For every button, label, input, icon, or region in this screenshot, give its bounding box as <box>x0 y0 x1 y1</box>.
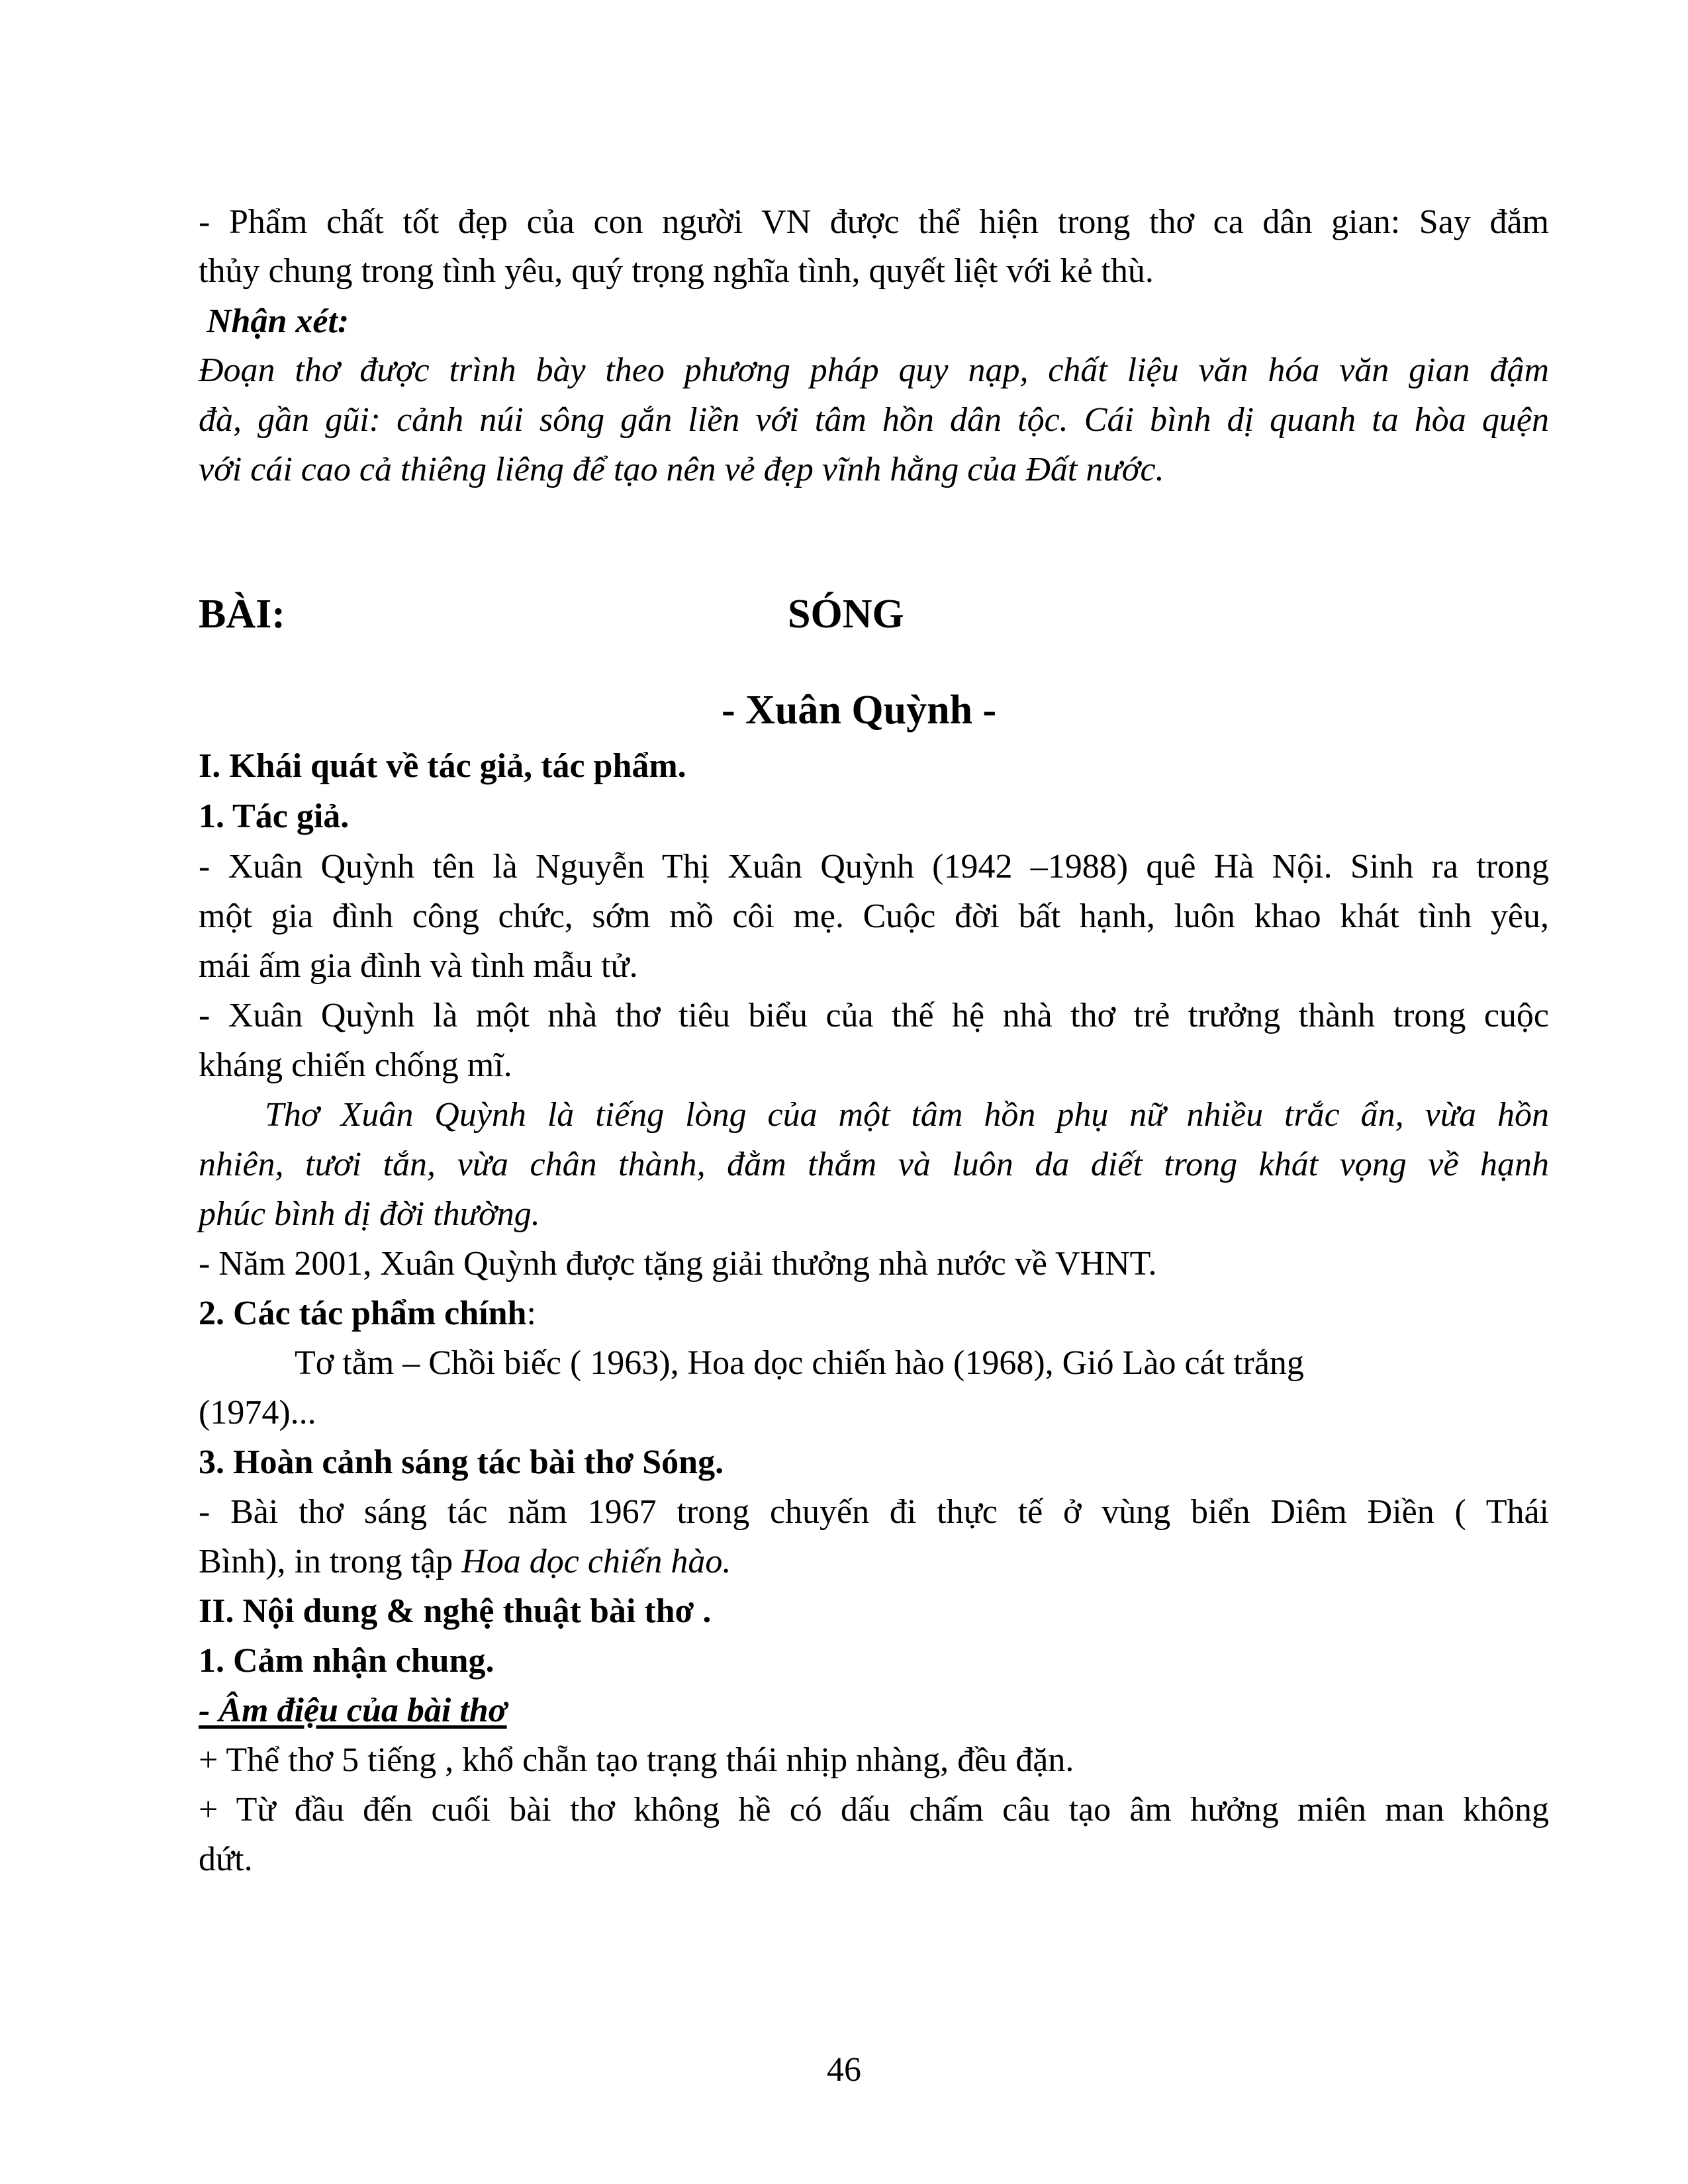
works-heading-colon: : <box>526 1295 536 1332</box>
remark-line-2: đà, gần gũi: cảnh núi sông gắn liền với tâm hồn dân tộc. Cái bình dị quanh ta hòa quện <box>199 401 1549 439</box>
lesson-title: SÓNG <box>788 592 904 637</box>
context-line-2 <box>199 1537 1549 1587</box>
quote-line-1: Thơ Xuân Quỳnh là tiếng lòng của một tâm hồn phụ nữ nhiều trắc ẩn, vừa hồn <box>265 1096 1549 1134</box>
rhythm-point-1: + Thể thơ 5 tiếng , khổ chẵn tạo trạng thái nhịp nhàng, đều đặn. <box>199 1741 1074 1779</box>
author-heading: 1. Tác giả. <box>199 797 350 835</box>
general-feeling-heading: 1. Cảm nhận chung. <box>199 1642 494 1680</box>
section-1-heading: I. Khái quát về tác giả, tác phẩm. <box>199 747 686 785</box>
intro-line-1: - Phẩm chất tốt đẹp của con người VN được thể hiện trong thơ ca dân gian: Say đắm <box>199 203 1549 241</box>
author-line-3: mái ấm gia đình và tình mẫu tử. <box>199 947 638 985</box>
author-line-1: - Xuân Quỳnh tên là Nguyễn Thị Xuân Quỳnh (1942 –1988) quê Hà Nội. Sinh ra trong <box>199 848 1549 886</box>
rhythm-heading: - Âm điệu của bài thơ <box>199 1692 507 1729</box>
intro-line-2: thủy chung trong tình yêu, quý trọng nghĩa tình, quyết liệt với kẻ thù. <box>199 252 1154 290</box>
works-heading: 2. Các tác phẩm chính <box>199 1295 527 1332</box>
remark-line-1: Đoạn thơ được trình bày theo phương pháp quy nạp, chất liệu văn hóa văn gian đậm <box>199 351 1549 389</box>
collection-title: Hoa dọc chiến hào. <box>461 1543 731 1580</box>
author-line-4: - Xuân Quỳnh là một nhà thơ tiêu biểu của thế hệ nhà thơ trẻ trưởng thành trong cuộc <box>199 997 1549 1034</box>
quote-line-2: nhiên, tươi tắn, vừa chân thành, đằm thắm và luôn da diết trong khát vọng về hạnh <box>199 1146 1549 1183</box>
remark-heading: Nhận xét: <box>207 302 350 340</box>
works-heading-line <box>199 1289 1549 1339</box>
context-line-2-text: Bình), in trong tập <box>199 1543 462 1580</box>
remark-line-3: với cái cao cả thiêng liêng để tạo nên vẻ đẹp vĩnh hằng của Đất nước. <box>199 451 1164 488</box>
works-line-1: Tơ tằm – Chồi biếc ( 1963), Hoa dọc chiến hào (1968), Gió Lào cát trắng <box>295 1344 1304 1382</box>
page-number: 46 <box>827 2051 861 2089</box>
award-line: - Năm 2001, Xuân Quỳnh được tặng giải thưởng nhà nước về VHNT. <box>199 1245 1157 1283</box>
quote-line-3: phúc bình dị đời thường. <box>199 1195 540 1233</box>
works-line-2: (1974)... <box>199 1394 316 1432</box>
context-line-1: - Bài thơ sáng tác năm 1967 trong chuyến đi thực tế ở vùng biển Diêm Điền ( Thái <box>199 1493 1549 1531</box>
rhythm-point-2-line-2: dứt. <box>199 1841 253 1878</box>
author-line-5: kháng chiến chống mĩ. <box>199 1046 512 1084</box>
section-2-heading: II. Nội dung & nghệ thuật bài thơ . <box>199 1592 712 1630</box>
context-heading: 3. Hoàn cảnh sáng tác bài thơ Sóng. <box>199 1443 724 1481</box>
author-line-2: một gia đình công chức, sớm mồ côi mẹ. Cuộc đời bất hạnh, luôn khao khát tình yêu, <box>199 897 1549 935</box>
lesson-label: BÀI: <box>199 592 285 637</box>
rhythm-point-2-line-1: + Từ đầu đến cuối bài thơ không hề có dấu chấm câu tạo âm hưởng miên man không <box>199 1791 1549 1829</box>
lesson-author: - Xuân Quỳnh - <box>722 688 997 733</box>
